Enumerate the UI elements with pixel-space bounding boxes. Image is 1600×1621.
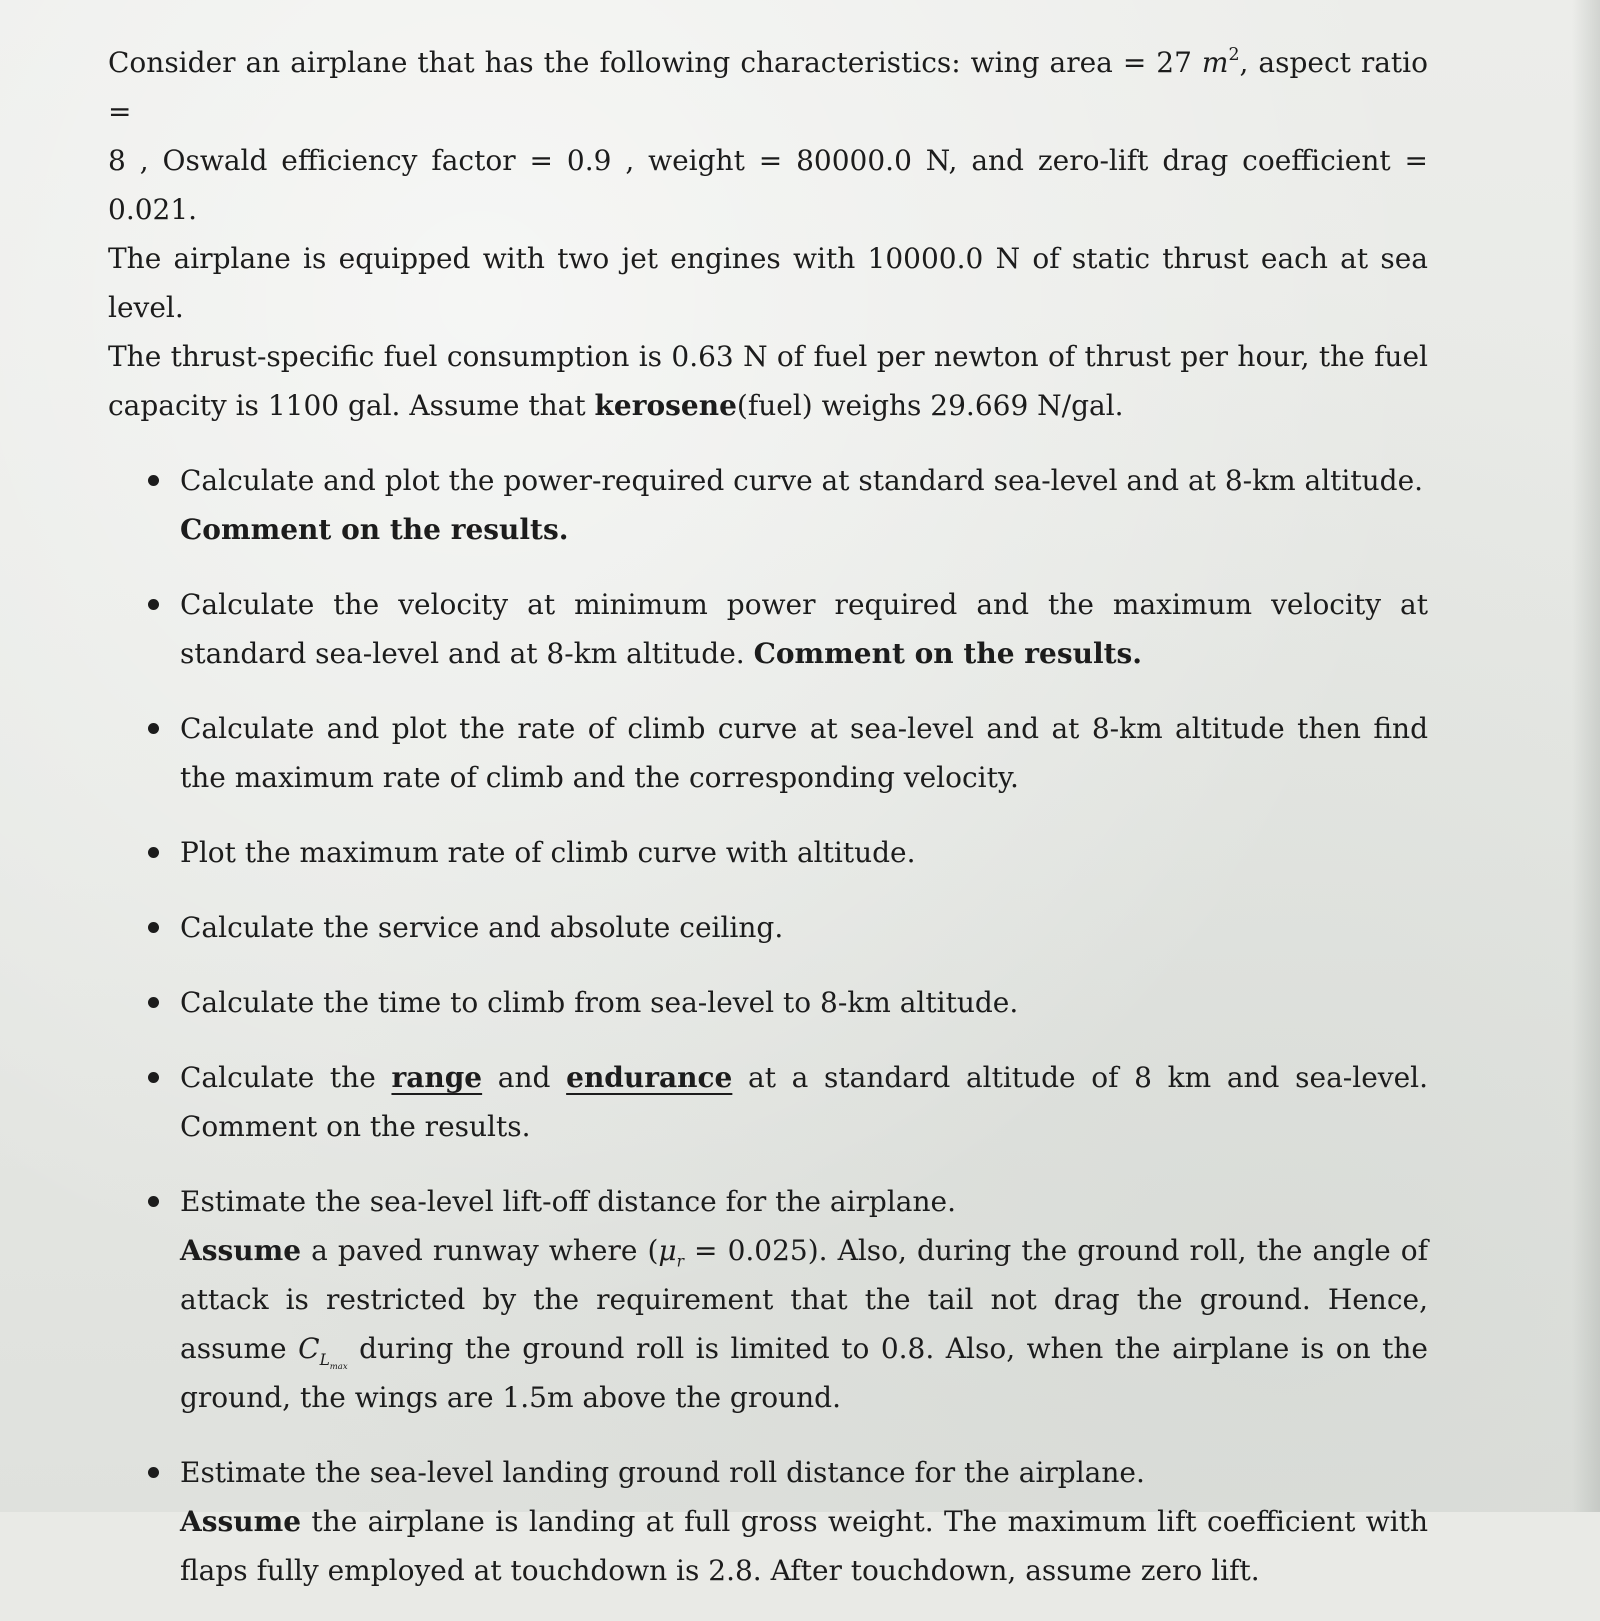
bullet-icon (148, 997, 159, 1008)
area-exponent: 2 (1228, 44, 1240, 65)
list-item-ceiling: Calculate the service and absolute ceiling. (108, 903, 1428, 952)
bullet-icon (148, 1467, 159, 1478)
comment-label: Comment on the results. (180, 513, 569, 546)
list-item-time-to-climb: Calculate the time to climb from sea-level to 8-km altitude. (108, 978, 1428, 1027)
intro-line-2: 8 , Oswald efficiency factor = 0.9 , weight = 80000.0 N, and zero-lift drag coefficient = 0.021. (108, 144, 1428, 226)
task-list (108, 456, 1428, 1595)
list-item-landing: Estimate the sea-level landing ground roll distance for the airplane. Assume the airplane is landing at full gross weight. The maximum lift coefficient with flaps fully employed at touchdown is 2.8. After touchdown, assume zero lift. (108, 1448, 1428, 1595)
friction-symbol: μ (658, 1234, 677, 1267)
list-item-power-required: Calculate and plot the power-required curve at standard sea-level and at 8-km altitude. Comment on the results. (108, 456, 1428, 554)
bullet-icon (148, 847, 159, 858)
intro-line-4: The thrust-specific fuel consumption is 0.63 N of fuel per newton of thrust per hour, the fuel (108, 340, 1428, 373)
problem-statement (108, 38, 1428, 1621)
list-item-range-endurance: Calculate the range and endurance at a standard altitude of 8 km and sea-level. Comment on the results. (108, 1053, 1428, 1151)
list-item-rate-of-climb: Calculate and plot the rate of climb curve at sea-level and at 8-km altitude then find the maximum rate of climb and the corresponding velocity. (108, 704, 1428, 802)
area-unit: m (1201, 46, 1229, 79)
bullet-icon (148, 723, 159, 734)
bullet-icon (148, 475, 159, 486)
kerosene-bold: kerosene (594, 389, 737, 422)
list-item-lift-off: Estimate the sea-level lift-off distance for the airplane. Assume a paved runway where $(\mu_r = 0.025)$. Also, during the ground roll, the angle of attack is restricted by the requirement that the tail not drag the ground. Hence, assume $C_{L_{max}}$ during the ground roll is limited to 0.8. Also, when the airplane is on the ground, the wings are 1.5m above the ground. (108, 1177, 1428, 1422)
list-item-max-roc-altitude: Plot the maximum rate of climb curve with altitude. (108, 828, 1428, 877)
page-edge-shadow (1572, 0, 1600, 1512)
list-item-velocity: Calculate the velocity at minimum power required and the maximum velocity at standard sea-level and at 8-km altitude. Comment on the results. (108, 580, 1428, 678)
bullet-icon (148, 1072, 159, 1083)
intro-line-3: The airplane is equipped with two jet engines with 10000.0 N of static thrust each at sea level. (108, 242, 1428, 324)
bullet-icon (148, 1196, 159, 1207)
bullet-icon (148, 922, 159, 933)
intro-line-1: Consider an airplane that has the following characteristics: wing area = 27 $m^2$, aspect ratio = (108, 44, 1428, 128)
assume-label: Assume (180, 1234, 302, 1267)
endurance-term: endurance (566, 1061, 733, 1094)
intro-line-5: capacity is 1100 gal. Assume that kerosene(fuel) weighs 29.669 N/gal. (108, 389, 1124, 422)
range-term: range (391, 1061, 483, 1094)
assume-label: Assume (180, 1505, 302, 1538)
lift-coefficient-symbol: C (298, 1332, 320, 1365)
bullet-icon (148, 599, 159, 610)
intro-paragraph (108, 38, 1428, 430)
comment-label: Comment on the results. (753, 637, 1143, 670)
